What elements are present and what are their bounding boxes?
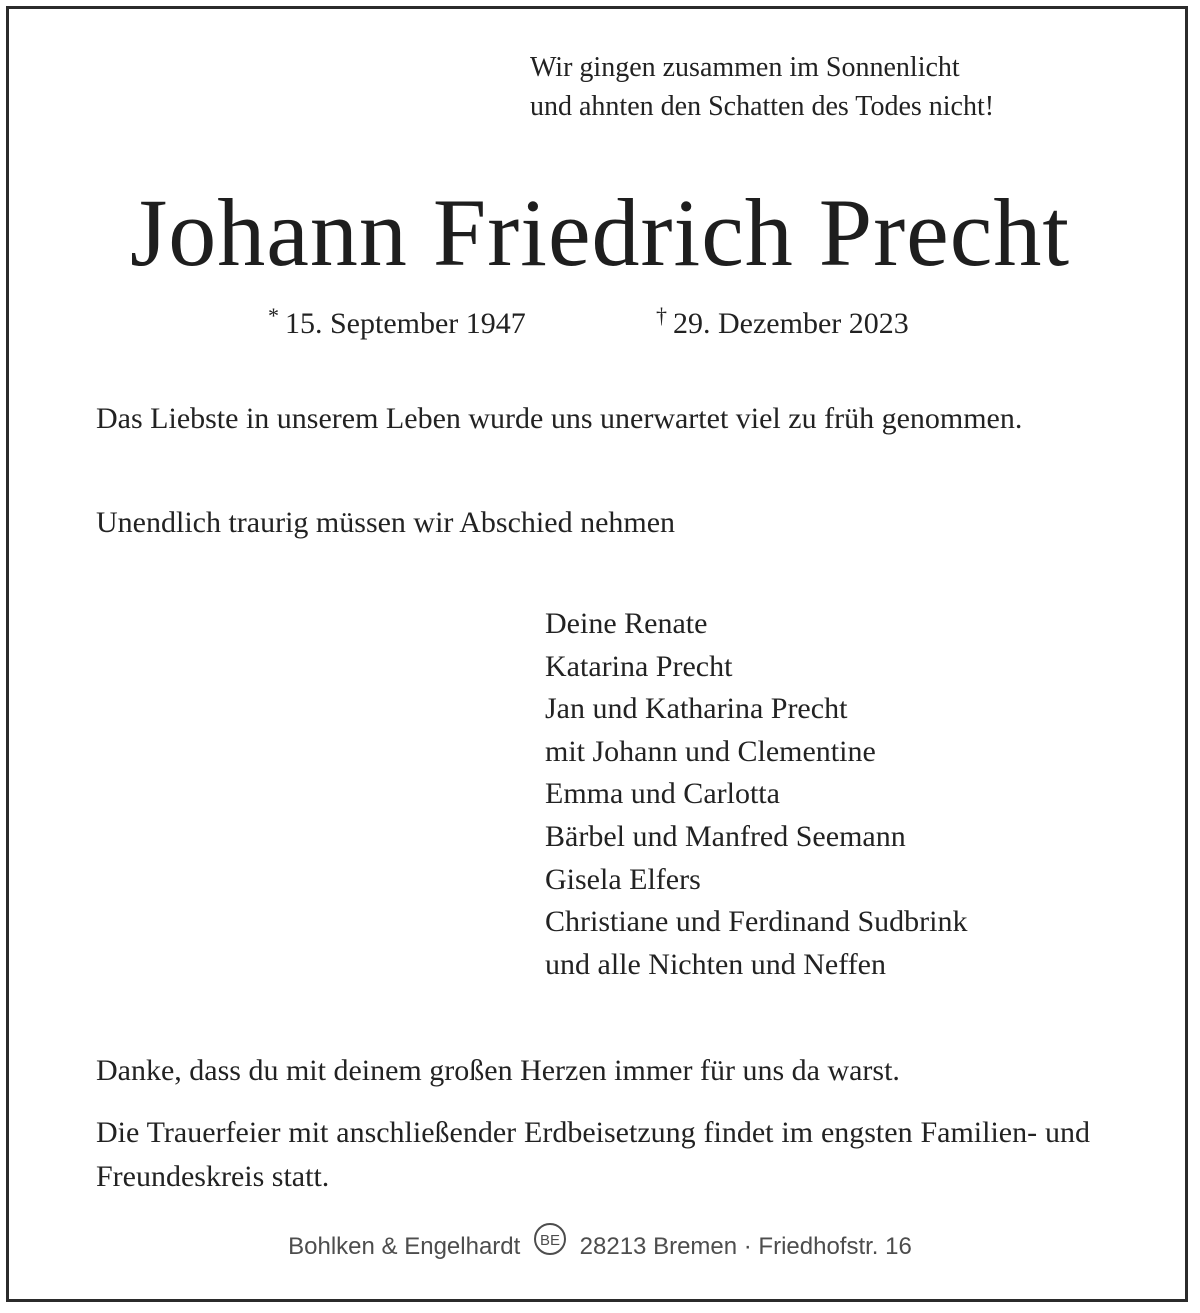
birth-date-line xyxy=(268,296,526,344)
funeral-home-name: Bohlken & Engelhardt xyxy=(288,1232,521,1260)
death-date: 29. Dezember 2023 xyxy=(673,307,909,340)
deceased-name: Johann Friedrich Precht xyxy=(129,179,1071,286)
mourner-item: Katarina Precht xyxy=(545,649,733,683)
funeral-home-address: 28213 Bremen · Friedhofstr. 16 xyxy=(579,1232,912,1260)
mourner-item: Deine Renate xyxy=(545,607,708,640)
paragraph-intro: Das Liebste in unserem Leben wurde uns unerwartet viel zu früh genommen. xyxy=(96,402,1023,435)
mourner-item: Jan und Katharina Precht xyxy=(545,692,848,726)
birth-date: 15. September 1947 xyxy=(285,307,526,340)
birth-star-icon: * xyxy=(268,303,279,328)
cross-icon: † xyxy=(656,303,667,328)
funeral-home-logo-icon xyxy=(533,1222,567,1269)
mourner-item: und alle Nichten und Neffen xyxy=(545,947,887,981)
paragraph-thanks: Danke, dass du mit deinem großen Herzen immer für uns da warst. xyxy=(96,1054,900,1087)
mourner-item: Bärbel und Manfred Seemann xyxy=(545,819,906,853)
mourner-item: Emma und Carlotta xyxy=(545,777,780,811)
paragraph-ceremony: Die Trauerfeier mit anschließender Erdbeisetzung findet im engsten Familien- und Freundeskreis statt. xyxy=(96,1116,1090,1193)
quote-line-2: und ahnten den Schatten des Todes nicht! xyxy=(530,91,995,122)
mourner-item: Gisela Elfers xyxy=(545,862,701,896)
logo-letters: BE xyxy=(539,1232,560,1249)
mourners-list xyxy=(545,603,967,986)
paragraph-farewell: Unendlich traurig müssen wir Abschied nehmen xyxy=(96,506,676,539)
mourner-item: mit Johann und Clementine xyxy=(545,734,876,768)
mourner-item: Christiane und Ferdinand Sudbrink xyxy=(545,905,968,939)
quote xyxy=(530,48,994,126)
death-date-line xyxy=(656,296,909,344)
funeral-home-footer xyxy=(0,1222,1200,1273)
quote-line-1: Wir gingen zusammen im Sonnenlicht xyxy=(530,52,960,83)
